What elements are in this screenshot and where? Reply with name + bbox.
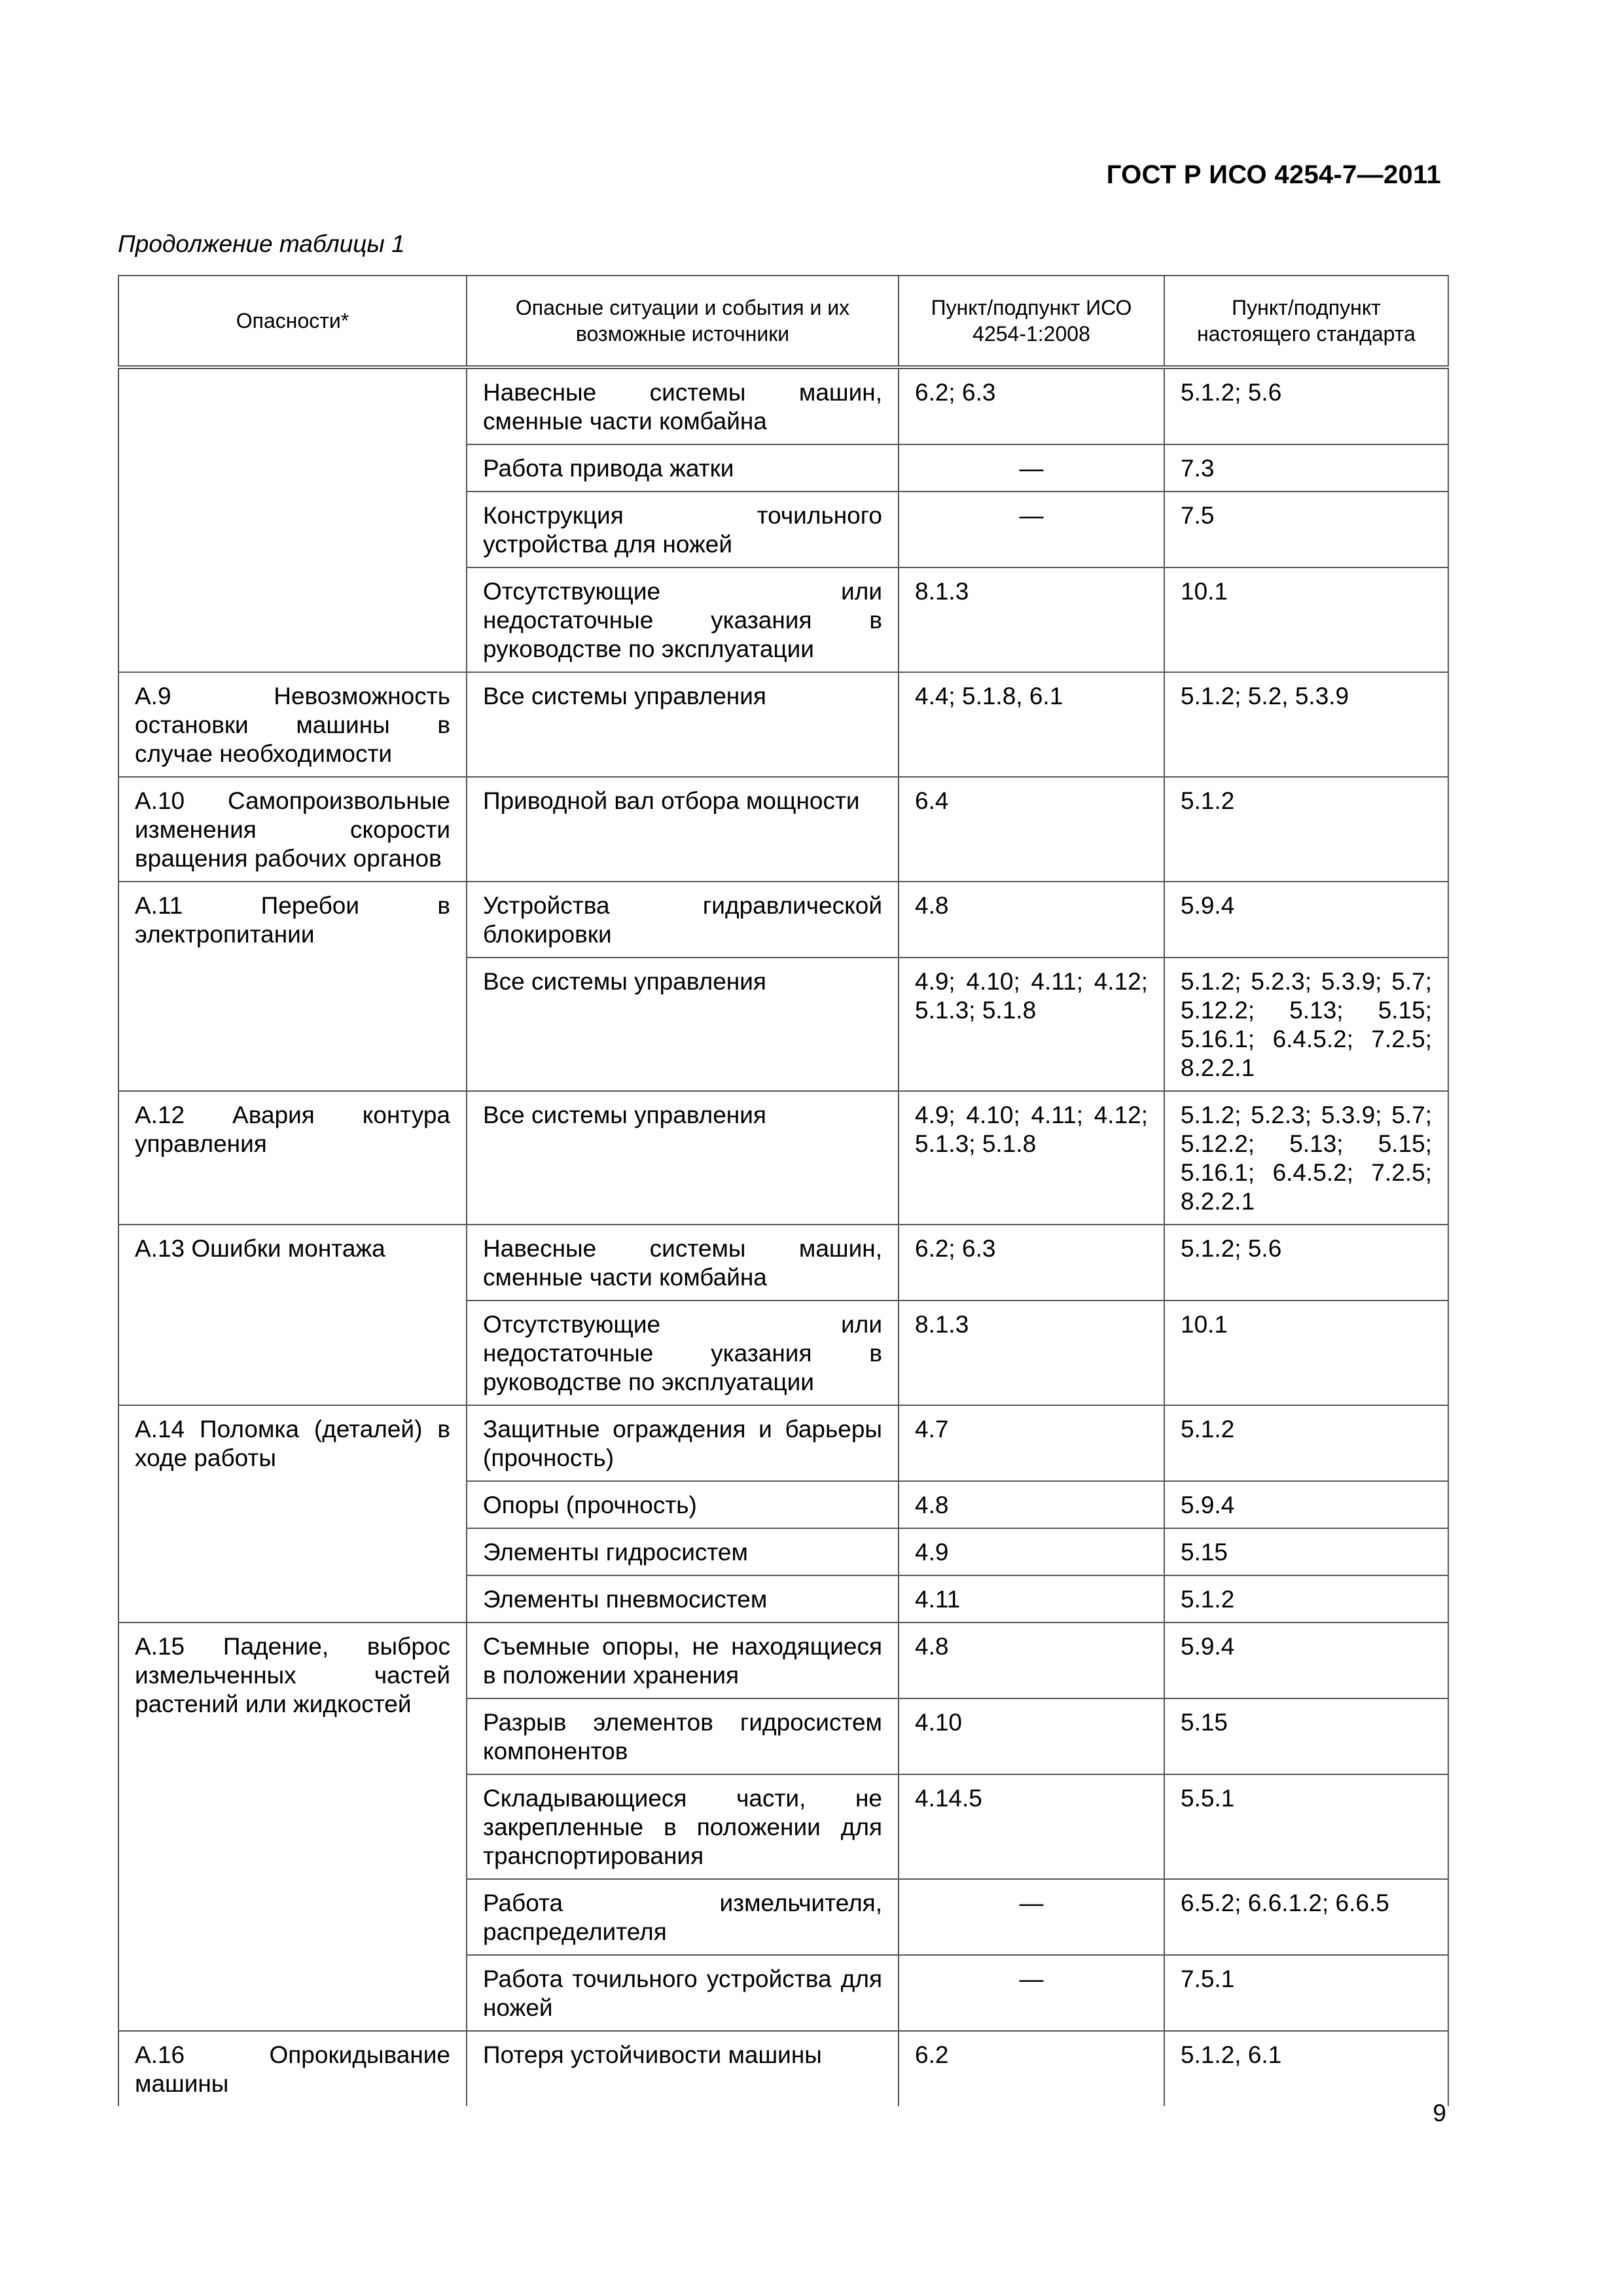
iso-clause-cell: 6.4 bbox=[899, 777, 1164, 882]
column-header-situations: Опасные ситуации и события и их возможные источники bbox=[467, 276, 899, 367]
table-header-row bbox=[118, 276, 1448, 367]
standard-clause-cell: 5.9.4 bbox=[1164, 1623, 1448, 1698]
standard-clause-cell: 7.5 bbox=[1164, 492, 1448, 567]
standard-clause-cell: 7.3 bbox=[1164, 444, 1448, 492]
iso-clause-cell: 6.2; 6.3 bbox=[899, 1225, 1164, 1300]
situation-cell: Отсутствующие или недостаточные указания в руководстве по эксплуатации bbox=[467, 567, 899, 672]
hazard-cell: A.9 Невозможность остановки машины в случае необходимости bbox=[118, 672, 467, 777]
column-header-hazards: Опасности* bbox=[118, 276, 467, 367]
iso-clause-cell: 4.8 bbox=[899, 1623, 1164, 1698]
iso-clause-cell: 4.8 bbox=[899, 1481, 1164, 1528]
standard-clause-cell: 5.1.2 bbox=[1164, 777, 1448, 882]
standard-clause-cell: 5.15 bbox=[1164, 1528, 1448, 1575]
table-row bbox=[118, 1091, 1448, 1225]
standard-clause-cell: 5.1.2, 6.1 bbox=[1164, 2031, 1448, 2106]
hazard-cell: A.13 Ошибки монтажа bbox=[118, 1225, 467, 1405]
iso-clause-cell: 8.1.3 bbox=[899, 1300, 1164, 1405]
table-row bbox=[118, 777, 1448, 882]
hazard-cell: A.11 Перебои в электропитании bbox=[118, 882, 467, 1091]
standard-clause-cell: 5.1.2; 5.6 bbox=[1164, 367, 1448, 444]
situation-cell: Элементы пневмосистем bbox=[467, 1575, 899, 1623]
standard-clause-cell: 5.1.2 bbox=[1164, 1575, 1448, 1623]
situation-cell: Работа точильного устройства для ножей bbox=[467, 1955, 899, 2031]
situation-cell: Все системы управления bbox=[467, 1091, 899, 1225]
situation-cell: Складывающиеся части, не закрепленные в положении для транспортирования bbox=[467, 1774, 899, 1879]
iso-clause-cell: 4.14.5 bbox=[899, 1774, 1164, 1879]
table-row bbox=[118, 882, 1448, 958]
situation-cell: Разрыв элементов гидросистем компонентов bbox=[467, 1698, 899, 1774]
situation-cell: Съемные опоры, не находящиеся в положении хранения bbox=[467, 1623, 899, 1698]
situation-cell: Потеря устойчивости машины bbox=[467, 2031, 899, 2106]
standard-clause-cell: 5.5.1 bbox=[1164, 1774, 1448, 1879]
iso-clause-cell: 4.9 bbox=[899, 1528, 1164, 1575]
iso-clause-cell: 8.1.3 bbox=[899, 567, 1164, 672]
table-row bbox=[118, 367, 1448, 444]
page-number: 9 bbox=[1433, 2100, 1446, 2126]
hazard-cell: A.12 Авария контура управления bbox=[118, 1091, 467, 1225]
situation-cell: Приводной вал отбора мощности bbox=[467, 777, 899, 882]
standard-clause-cell: 5.1.2; 5.6 bbox=[1164, 1225, 1448, 1300]
iso-clause-cell: 4.7 bbox=[899, 1405, 1164, 1481]
situation-cell: Работа привода жатки bbox=[467, 444, 899, 492]
standard-clause-cell: 5.1.2; 5.2, 5.3.9 bbox=[1164, 672, 1448, 777]
standard-clause-cell: 7.5.1 bbox=[1164, 1955, 1448, 2031]
document-code: ГОСТ Р ИСО 4254-7—2011 bbox=[1106, 160, 1441, 189]
table-caption: Продолжение таблицы 1 bbox=[118, 230, 405, 257]
standard-clause-cell: 5.1.2 bbox=[1164, 1405, 1448, 1481]
table-row bbox=[118, 672, 1448, 777]
standard-clause-cell: 10.1 bbox=[1164, 567, 1448, 672]
standard-clause-cell: 5.1.2; 5.2.3; 5.3.9; 5.7; 5.12.2; 5.13; 5.15; 5.16.1; 6.4.5.2; 7.2.5; 8.2.2.1 bbox=[1164, 958, 1448, 1091]
situation-cell: Конструкция точильного устройства для ножей bbox=[467, 492, 899, 567]
column-header-standard-clause: Пункт/подпункт настоящего стандарта bbox=[1164, 276, 1448, 367]
situation-cell: Навесные системы машин, сменные части комбайна bbox=[467, 367, 899, 444]
iso-clause-cell: 6.2; 6.3 bbox=[899, 367, 1164, 444]
hazards-table bbox=[118, 275, 1449, 2106]
hazard-cell: A.10 Самопроизвольные изменения скорости вращения рабочих органов bbox=[118, 777, 467, 882]
situation-cell: Устройства гидравлической блокировки bbox=[467, 882, 899, 958]
hazard-cell: A.16 Опрокидывание машины bbox=[118, 2031, 467, 2106]
standard-clause-cell: 5.9.4 bbox=[1164, 1481, 1448, 1528]
situation-cell: Все системы управления bbox=[467, 672, 899, 777]
table-row bbox=[118, 1405, 1448, 1481]
hazard-cell: A.14 Поломка (деталей) в ходе работы bbox=[118, 1405, 467, 1623]
table-row bbox=[118, 2031, 1448, 2106]
iso-clause-cell: — bbox=[899, 492, 1164, 567]
situation-cell: Работа измельчителя, распределителя bbox=[467, 1879, 899, 1955]
iso-clause-cell: 4.9; 4.10; 4.11; 4.12; 5.1.3; 5.1.8 bbox=[899, 958, 1164, 1091]
situation-cell: Отсутствующие или недостаточные указания в руководстве по эксплуатации bbox=[467, 1300, 899, 1405]
situation-cell: Опоры (прочность) bbox=[467, 1481, 899, 1528]
iso-clause-cell: 4.9; 4.10; 4.11; 4.12; 5.1.3; 5.1.8 bbox=[899, 1091, 1164, 1225]
standard-clause-cell: 5.9.4 bbox=[1164, 882, 1448, 958]
iso-clause-cell: 4.10 bbox=[899, 1698, 1164, 1774]
column-header-iso-clause: Пункт/подпункт ИСО 4254-1:2008 bbox=[899, 276, 1164, 367]
hazard-cell: A.15 Падение, выброс измельченных частей растений или жидкостей bbox=[118, 1623, 467, 2031]
standard-clause-cell: 5.15 bbox=[1164, 1698, 1448, 1774]
iso-clause-cell: 6.2 bbox=[899, 2031, 1164, 2106]
iso-clause-cell: — bbox=[899, 1879, 1164, 1955]
iso-clause-cell: 4.4; 5.1.8, 6.1 bbox=[899, 672, 1164, 777]
hazard-cell bbox=[118, 367, 467, 672]
table-row bbox=[118, 1225, 1448, 1300]
situation-cell: Все системы управления bbox=[467, 958, 899, 1091]
standard-clause-cell: 10.1 bbox=[1164, 1300, 1448, 1405]
iso-clause-cell: 4.8 bbox=[899, 882, 1164, 958]
iso-clause-cell: — bbox=[899, 444, 1164, 492]
situation-cell: Защитные ограждения и барьеры (прочность) bbox=[467, 1405, 899, 1481]
situation-cell: Элементы гидросистем bbox=[467, 1528, 899, 1575]
iso-clause-cell: 4.11 bbox=[899, 1575, 1164, 1623]
iso-clause-cell: — bbox=[899, 1955, 1164, 2031]
table-row bbox=[118, 1623, 1448, 1698]
standard-clause-cell: 5.1.2; 5.2.3; 5.3.9; 5.7; 5.12.2; 5.13; 5.15; 5.16.1; 6.4.5.2; 7.2.5; 8.2.2.1 bbox=[1164, 1091, 1448, 1225]
standard-clause-cell: 6.5.2; 6.6.1.2; 6.6.5 bbox=[1164, 1879, 1448, 1955]
situation-cell: Навесные системы машин, сменные части комбайна bbox=[467, 1225, 899, 1300]
